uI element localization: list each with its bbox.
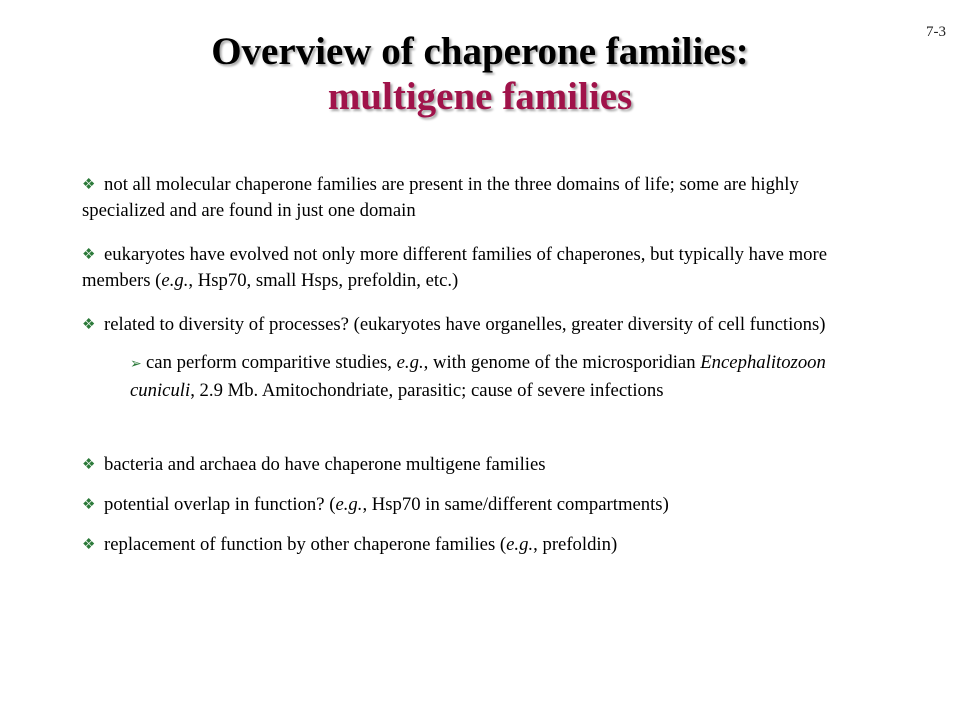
diamond-bullet-icon: ❖ xyxy=(82,317,96,333)
bullet-text-italic: e.g. xyxy=(506,534,534,555)
arrow-bullet-icon: ➢ xyxy=(130,357,142,372)
bullet-text-italic: e.g. xyxy=(161,270,189,291)
diamond-bullet-icon: ❖ xyxy=(82,497,96,513)
bullet-item xyxy=(82,492,882,518)
slide-title xyxy=(0,32,960,118)
title-line-1: Overview of chaperone families: xyxy=(211,30,749,73)
species-name: Encephalitozoon cuniculi xyxy=(130,352,826,401)
sub-bullet-text: , with genome of the microsporidian xyxy=(423,352,701,373)
sub-bullet-text-italic: e.g. xyxy=(396,352,424,373)
diamond-bullet-icon: ❖ xyxy=(82,247,96,263)
slide-number: 7-3 xyxy=(926,24,946,40)
sub-bullet-item xyxy=(130,350,882,404)
bullet-text: eukaryotes have evolved not only more different families of chaperones, but typically have more members ( xyxy=(82,244,828,291)
diamond-bullet-icon: ❖ xyxy=(82,177,96,193)
bullet-item xyxy=(82,452,882,478)
title-line-2: multigene families xyxy=(327,74,633,118)
bullet-text-italic: e.g. xyxy=(335,494,363,515)
bullet-text: not all molecular chaperone families are present in the three domains of life; some are highly specialized and are found in just one domain xyxy=(82,174,799,221)
spacer xyxy=(82,404,882,452)
bullet-text: potential overlap in function? ( xyxy=(104,494,336,515)
bullet-text: related to diversity of processes? (eukaryotes have organelles, greater diversity of cell functions) xyxy=(104,314,826,335)
sub-bullet-text: can perform comparitive studies, xyxy=(146,352,397,373)
slide-body xyxy=(82,172,882,558)
diamond-bullet-icon: ❖ xyxy=(82,457,96,473)
bullet-text: replacement of function by other chaperone families ( xyxy=(104,534,507,555)
bullet-item xyxy=(82,312,882,338)
diamond-bullet-icon: ❖ xyxy=(82,537,96,553)
bullet-text: , Hsp70 in same/different compartments) xyxy=(362,494,669,515)
bullet-text: bacteria and archaea do have chaperone multigene families xyxy=(104,454,546,475)
bullet-item xyxy=(82,242,882,294)
bullet-text: , Hsp70, small Hsps, prefoldin, etc.) xyxy=(188,270,459,291)
sub-bullet-text: , 2.9 Mb. Amitochondriate, parasitic; cause of severe infections xyxy=(190,380,664,401)
bullet-text: , prefoldin) xyxy=(533,534,618,555)
bullet-item xyxy=(82,172,882,224)
bullet-item xyxy=(82,532,882,558)
